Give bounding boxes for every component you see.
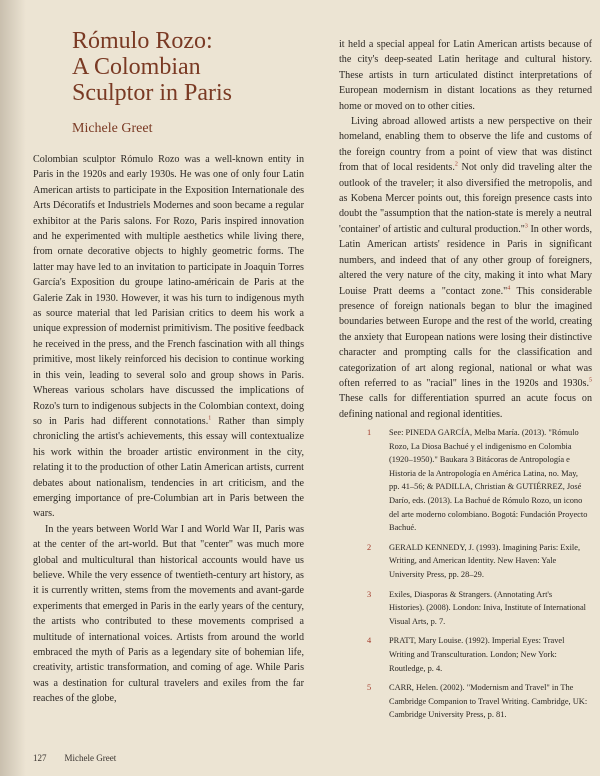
paragraph-text: This considerable presence of foreign nationals began to blur the imagined boundaries between Europe and the rest of the world, creating the anxiety that European nations were losing their distinctive character and prompting calls for the classification and categorization of art along regional, national or what was often referred to as "racial" lines in the 1920s and 1930s.: [339, 285, 592, 389]
paragraph-text: Colombian sculptor Rómulo Rozo was a well-known entity in Paris in the 1920s and early 1930s. He was one of only four Latin American artists to participate in the Exposition Internationale des Arts Décoratifs et Industriels Modernes and soon became a regular exhibitor at the Paris salons. For Rozo, Paris inspired innovation and he experimented with multiple aesthetics while living there, from ornate decorative objects to highly geometric forms. The latter may have led to an invitation to participate in Joaquin Torres García's Exposition du groupe latino-américain de Paris at the Galerie Zak in 1930. However, it was his turn to indigenous myth as source material that led Parisian critics to deem his work a unique expression of modernist primitivism. The positive feedback he received in the press, and the French fascination with all things primitive, most likely reinforced his decision to continue working in this vein, leading to several solo and group shows in Paris. Whereas various scholars have discussed the implications of Rozo's turn to indigenous subjects in the Colombian context, doing so in Paris had different connotations.: [33, 154, 304, 427]
title-line: Sculptor in Paris: [72, 80, 232, 106]
footnote: [367, 634, 589, 675]
page-number: 127: [33, 753, 47, 763]
paragraph: [339, 114, 592, 422]
footnote: [367, 426, 589, 535]
footnote-number: 1: [367, 428, 372, 437]
footnote-text: PRATT, Mary Louise. (1992). Imperial Eyes: Travel Writing and Transculturation. London; New York: Routledge, p. 4.: [389, 636, 565, 673]
title-line: A Colombian: [72, 54, 201, 80]
paragraph: [33, 522, 304, 707]
footnote: [367, 541, 589, 582]
page-footer: [33, 753, 116, 763]
footnote-number: 2: [367, 542, 372, 552]
page-gutter-shadow: [0, 0, 26, 776]
footnote-number: 5: [367, 683, 372, 693]
paragraph-text: Rather than simply chronicling the artist's achievements, this essay will contextualize his work within the broader artistic environment in the city, relating it to the production of other Latin American artists, current debates about nationalism, tendencies in art criticism, and the emerging importance of pre-Columbian art in Paris between the wars.: [33, 415, 305, 520]
footnote: [367, 681, 589, 722]
footnote-ref[interactable]: 3: [524, 223, 528, 230]
footnote-ref[interactable]: 2: [454, 161, 458, 168]
footnote-text: See: PINEDA GARCÍA, Melba María. (2013). "Rómulo Rozo, La Diosa Bachué y el indigenismo en Colombia (1920–1950)." Baukara 3 Bitácoras de Antropología e Historia de la Antropología en América Latina, no. May, pp. 41–56; & PADILLA, Christian & GUTIÉRREZ, José Darío, eds. (2013). La Bachué de Rómulo Rozo, un icono del arte moderno colombiano. Bogotá: Fundación Proyecto Bachué.: [389, 428, 588, 533]
footnote-ref[interactable]: 1: [208, 415, 212, 422]
body-column-left: [33, 152, 304, 707]
running-author: Michele Greet: [64, 753, 117, 763]
title-line: Rómulo Rozo:: [72, 28, 213, 54]
footnote-text: CARR, Helen. (2002). "Modernism and Travel" in The Cambridge Companion to Travel Writing. Cambridge, UK: Cambridge University Press, p. 81.: [389, 683, 588, 720]
footnote-number: 4: [367, 636, 372, 646]
paragraph: [33, 152, 304, 522]
paragraph-text: Living abroad allowed artists a new perspective on their homeland, enabling them to observe the life and customs of the foreign country from a point of view that was distinct from that of local residents.: [339, 116, 592, 174]
paragraph-text: In the years between World War I and World War II, Paris was at the center of the art-world. But that "center" was much more global and multicultural than historical accounts would have us believe. While the very essence of twentieth-century art history, as it is currently written, stems from the movements and avant-garde experiments that emerged in Paris in the early years of the century, the artists who contributed to these movements comprised a multitude of international voices. Artists from around the world embraced the myth of Paris as a legendary site of bohemian life, creativity, artistic transformation, and coming of age. While Paris was a destination for cultural travelers and exiles from the far reaches of the globe,: [33, 523, 304, 705]
paragraph-text: Not only did traveling alter the outlook of the traveler; it also diversified the metropolis, and as Kobena Mercer points out, this foreign presence casts into doubt the "assumption that the nation-state is merely a neutral 'container' of artistic and cultural production.": [339, 162, 592, 235]
footnote-text: Exiles, Diasporas & Strangers. (Annotating Art's Histories). (2008). London: Iniva, Institute of International Visual Arts, p. 7.: [389, 589, 587, 626]
body-column-right: [339, 37, 592, 422]
footnote-ref[interactable]: 5: [589, 377, 592, 384]
author-byline: Michele Greet: [72, 121, 153, 136]
footnotes-list: [367, 426, 589, 728]
footnote: [367, 588, 589, 629]
footnote-number: 3: [367, 589, 372, 599]
article-title: [72, 28, 302, 106]
paragraph-text: These calls for differentiation spurred an acute focus on defining national and regional identities.: [339, 393, 592, 420]
footnote-ref[interactable]: 4: [507, 285, 511, 292]
paragraph-text: it held a special appeal for Latin American artists because of the city's deep-seated Latin heritage and cultural history. These artists in turn articulated distinct interpretations of European modernism in distant locations as they returned home or moved on to other cities.: [339, 39, 592, 112]
paragraph: [339, 37, 592, 114]
footnote-text: GERALD KENNEDY, J. (1993). Imagining Paris: Exile, Writing, and American Identity. New Haven: Yale University Press, pp. 28–29.: [389, 542, 581, 579]
paragraph-text: In other words, Latin American artists' residence in Paris in significant numbers, and indeed that of any other group of foreigners, altered the very nature of the city, making it into what Mary Louise Pratt deems a "contact zone.": [339, 223, 592, 297]
